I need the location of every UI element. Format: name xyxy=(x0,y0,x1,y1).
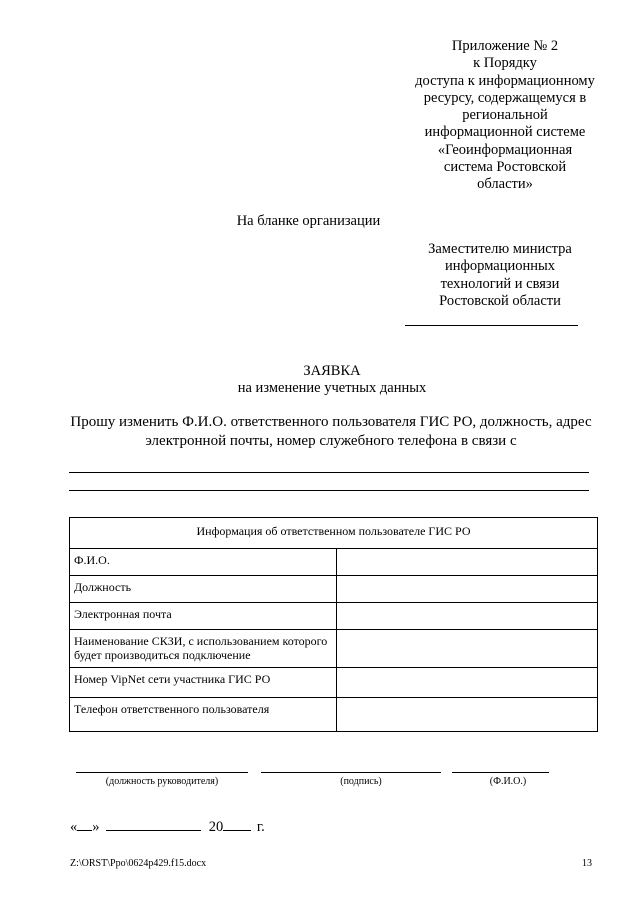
addressee-line: Ростовской области xyxy=(439,292,561,309)
table-row xyxy=(70,576,598,603)
date-close-quote: » xyxy=(92,819,100,835)
row-value-fio xyxy=(337,549,598,576)
signature-line xyxy=(261,772,441,773)
addressee-line: информационных xyxy=(445,258,555,275)
appendix-block xyxy=(395,38,615,194)
file-path: Z:\ORST\Ppo\0624p429.f15.docx xyxy=(70,858,207,869)
signature-caption: (подпись) xyxy=(340,776,382,787)
position-signature-line xyxy=(76,772,248,773)
row-label-vipnet: Номер VipNet сети участника ГИС РО xyxy=(70,668,337,698)
addressee-line: технологий и связи xyxy=(440,275,560,292)
title-subtitle: на изменение учетных данных xyxy=(237,380,427,396)
request-text: Прошу изменить Ф.И.О. ответственного пользователя ГИС РО, должность, адрес электронной почты, номер служебного телефона в связи с xyxy=(70,414,592,449)
reason-blank-line-2 xyxy=(69,490,589,491)
row-label-skzi: Наименование СКЗИ, с использованием которого будет производиться подключение xyxy=(70,630,337,668)
year-blank xyxy=(223,817,251,831)
row-value-position xyxy=(337,576,598,603)
appendix-line: Приложение № 2 xyxy=(451,38,559,54)
table-header: Информация об ответственном пользователе ГИС РО xyxy=(70,518,598,549)
document-title xyxy=(0,363,640,397)
reason-blank-line-1 xyxy=(69,472,589,473)
appendix-line: к Порядку xyxy=(473,55,537,72)
addressee-block xyxy=(405,241,595,310)
appendix-line: «Геоинформационная xyxy=(437,141,573,158)
row-label-fio: Ф.И.О. xyxy=(70,549,337,576)
appendix-line: ресурсу, содержащемуся в xyxy=(423,89,587,106)
addressee-line: Заместителю министра xyxy=(428,241,572,257)
position-caption: (должность руководителя) xyxy=(105,776,219,787)
table-row xyxy=(70,698,598,732)
addressee-name-blank xyxy=(405,325,578,326)
day-blank xyxy=(77,817,92,831)
year-suffix: г. xyxy=(256,819,265,835)
row-label-phone: Телефон ответственного пользователя xyxy=(70,698,337,732)
name-caption: (Ф.И.О.) xyxy=(489,776,527,787)
user-info-table xyxy=(69,517,598,732)
appendix-line: доступа к информационному xyxy=(415,72,595,89)
row-label-position: Должность xyxy=(70,576,337,603)
year-prefix: 20 xyxy=(208,819,224,835)
appendix-line: региональной xyxy=(462,107,548,124)
appendix-line: информационной системе xyxy=(424,124,586,141)
date-row xyxy=(70,817,265,836)
row-value-skzi xyxy=(337,630,598,668)
title-main: ЗАЯВКА xyxy=(303,363,361,379)
row-value-email xyxy=(337,603,598,630)
month-blank xyxy=(106,817,201,831)
appendix-line: области» xyxy=(477,176,533,193)
page-number: 13 xyxy=(582,858,592,869)
letterhead-note: На бланке организации xyxy=(236,213,381,229)
row-value-phone xyxy=(337,698,598,732)
table-row xyxy=(70,630,598,668)
row-value-vipnet xyxy=(337,668,598,698)
table-row xyxy=(70,668,598,698)
appendix-line: система Ростовской xyxy=(443,159,567,176)
table-row xyxy=(70,549,598,576)
name-signature-line xyxy=(452,772,549,773)
table-row xyxy=(70,603,598,630)
row-label-email: Электронная почта xyxy=(70,603,337,630)
date-open-quote: « xyxy=(70,819,78,835)
